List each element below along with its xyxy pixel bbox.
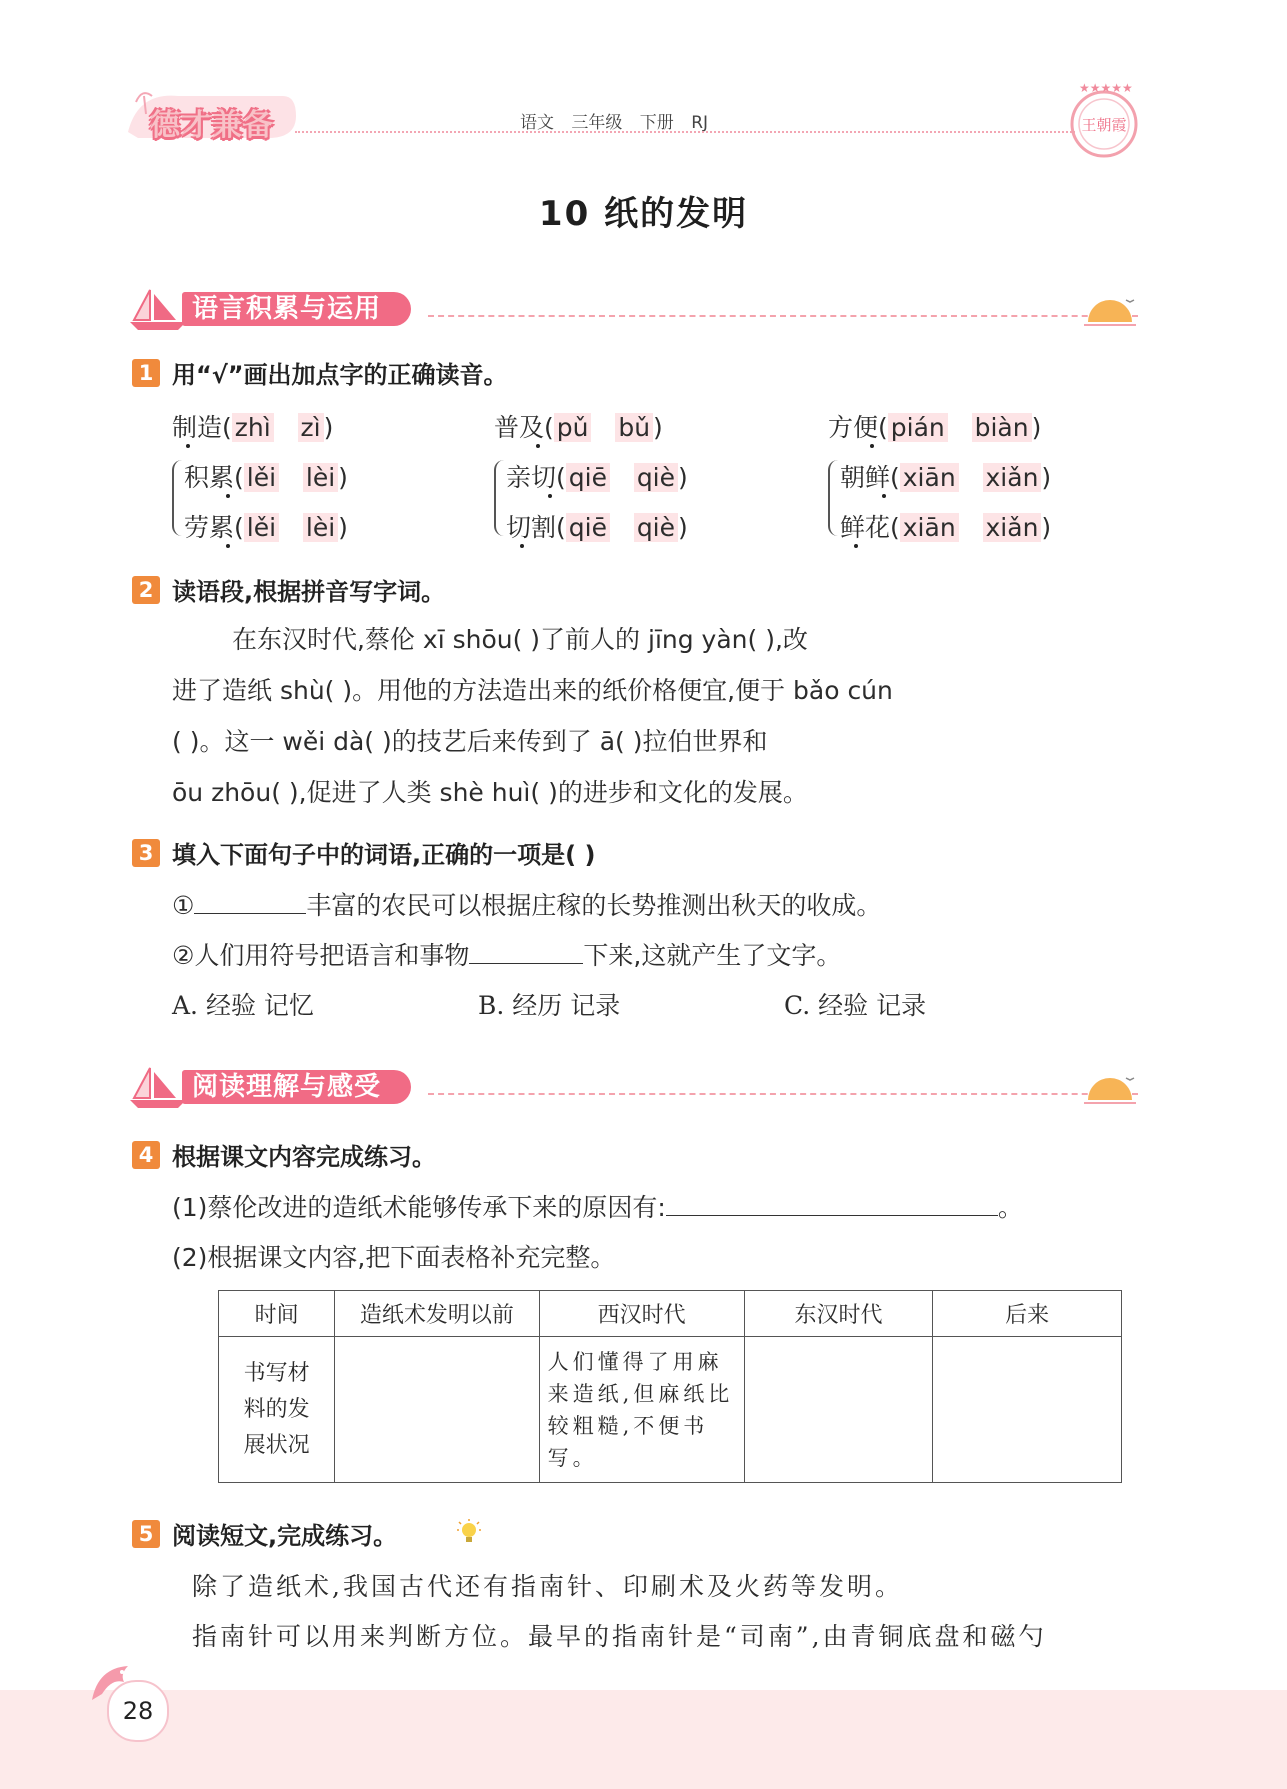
- table-header-row: [219, 1291, 1122, 1337]
- question-number: 5: [132, 1520, 160, 1548]
- table-answer-cell[interactable]: [335, 1337, 539, 1483]
- table-row: [219, 1337, 1122, 1483]
- pinyin-item: 切割( qiē qiè ): [506, 513, 688, 542]
- option-c[interactable]: C. 经验 记录: [784, 991, 927, 1020]
- question-number: 2: [132, 576, 160, 604]
- question-1-header: [132, 355, 508, 390]
- pinyin-option[interactable]: zì: [298, 413, 324, 442]
- question-number: 4: [132, 1141, 160, 1169]
- emphasis-dot: [854, 544, 858, 548]
- page-number: 28: [107, 1680, 169, 1742]
- question-2-header: [132, 572, 445, 607]
- section-title: 语言积累与运用: [182, 292, 411, 326]
- sailboat-icon: [128, 1064, 188, 1110]
- brace: [172, 460, 184, 536]
- emphasis-dot: [520, 544, 524, 548]
- emphasis-dot: [186, 444, 190, 448]
- section-banner-2: [128, 1064, 1138, 1110]
- fill-blank[interactable]: [194, 891, 306, 914]
- pinyin-item: 朝鲜( xiān xiǎn ): [840, 463, 1052, 492]
- sentence-1: ① 丰富的农民可以根据庄稼的长势推测出秋天的收成。: [172, 891, 882, 920]
- table-cell: 人们懂得了用麻来造纸,但麻纸比较粗糙,不便书写。: [539, 1337, 744, 1483]
- svg-text:★★★★★: ★★★★★: [1079, 81, 1133, 95]
- question-4-header: [132, 1137, 436, 1172]
- question-prompt: 阅读短文,完成练习。: [172, 1522, 398, 1550]
- subquestion-1: (1)蔡伦改进的造纸术能够传承下来的原因有: 。: [172, 1193, 1023, 1222]
- pinyin-option[interactable]: biàn: [972, 413, 1032, 442]
- emphasis-dot: [226, 544, 230, 548]
- pinyin-option[interactable]: xiǎn: [983, 513, 1042, 542]
- pinyin-item: 积累( lěi lèi ): [184, 463, 348, 492]
- pinyin-option[interactable]: pián: [888, 413, 948, 442]
- pinyin-item: 普及( pǔ bǔ ): [494, 413, 663, 442]
- pinyin-option[interactable]: xiān: [900, 463, 959, 492]
- emphasis-dot: [870, 444, 874, 448]
- question-prompt: 用“√”画出加点字的正确读音。: [172, 361, 508, 389]
- question-prompt: 根据课文内容完成练习。: [172, 1143, 436, 1171]
- emphasis-dot: [536, 444, 540, 448]
- pinyin-item: 亲切( qiē qiè ): [506, 463, 688, 492]
- pinyin-option[interactable]: xiān: [900, 513, 959, 542]
- pinyin-option[interactable]: xiǎn: [983, 463, 1042, 492]
- footer-band: [0, 1690, 1287, 1789]
- question-5-header: [132, 1516, 397, 1551]
- question-prompt: 读语段,根据拼音写字词。: [172, 578, 446, 606]
- emphasis-dot: [548, 494, 552, 498]
- option-b[interactable]: B. 经历 记录: [478, 991, 621, 1020]
- brand-title: 德才兼备: [150, 108, 274, 143]
- sailboat-icon: [128, 286, 188, 332]
- seal-stamp: [1065, 78, 1143, 164]
- pinyin-option[interactable]: qiē: [566, 513, 610, 542]
- pinyin-option[interactable]: qiè: [634, 463, 678, 492]
- pinyin-option[interactable]: lèi: [303, 463, 338, 492]
- emphasis-dot: [226, 494, 230, 498]
- header-meta: 语文 三年级 下册 RJ: [520, 113, 709, 133]
- lightbulb-icon: [456, 1518, 482, 1546]
- brace: [494, 460, 506, 536]
- header-divider: [295, 131, 1075, 133]
- pinyin-option[interactable]: lěi: [244, 513, 279, 542]
- sunset-icon: [1082, 1074, 1138, 1108]
- pinyin-option[interactable]: lěi: [244, 463, 279, 492]
- pinyin-item: 鲜花( xiān xiǎn ): [840, 513, 1052, 542]
- table-row-label: 书写材料的发展状况: [219, 1337, 335, 1483]
- table-header-cell: 造纸术发明以前: [335, 1291, 539, 1337]
- passage-paragraph: 指南针可以用来判断方位。最早的指南针是“司南”,由青铜底盘和磁勺: [192, 1622, 1047, 1651]
- lesson-title: 10 纸的发明: [538, 194, 749, 234]
- section-divider: [428, 1093, 1138, 1095]
- table-answer-cell[interactable]: [744, 1337, 933, 1483]
- table-header-cell: 西汉时代: [539, 1291, 744, 1337]
- pinyin-option[interactable]: zhì: [232, 413, 274, 442]
- subquestion-2: (2)根据课文内容,把下面表格补充完整。: [172, 1243, 616, 1272]
- pinyin-option[interactable]: qiè: [634, 513, 678, 542]
- pinyin-option[interactable]: bǔ: [615, 413, 653, 442]
- passage-paragraph: 除了造纸术,我国古代还有指南针、印刷术及火药等发明。: [192, 1572, 903, 1601]
- option-a[interactable]: A. 经验 记忆: [172, 991, 314, 1020]
- pinyin-option[interactable]: lèi: [303, 513, 338, 542]
- passage-line: ( )。这一 wěi dà( )的技艺后来传到了 ā( )拉伯世界和: [172, 727, 768, 756]
- pinyin-option[interactable]: pǔ: [554, 413, 592, 442]
- answer-line[interactable]: [666, 1193, 998, 1216]
- table-header-cell: 后来: [933, 1291, 1122, 1337]
- question-prompt: 填入下面句子中的词语,正确的一项是( ): [172, 841, 596, 869]
- passage-line: 进了造纸 shù( )。用他的方法造出来的纸价格便宜,便于 bǎo cún: [172, 676, 893, 705]
- paper-history-table: [218, 1290, 1122, 1483]
- fill-blank[interactable]: [469, 941, 583, 964]
- passage-line: ōu zhōu( ),促进了人类 shè huì( )的进步和文化的发展。: [172, 778, 808, 807]
- sunset-icon: [1082, 296, 1138, 330]
- question-number: 1: [132, 359, 160, 387]
- pinyin-item: 方便( pián biàn ): [828, 413, 1042, 442]
- passage-line: 在东汉时代,蔡伦 xī shōu( )了前人的 jīng yàn( ),改: [232, 625, 808, 654]
- section-divider: [428, 315, 1138, 317]
- table-header-cell: 时间: [219, 1291, 335, 1337]
- table-answer-cell[interactable]: [933, 1337, 1122, 1483]
- table-header-cell: 东汉时代: [744, 1291, 933, 1337]
- question-3-header: [132, 835, 595, 870]
- sentence-2: ②人们用符号把语言和事物 下来,这就产生了文字。: [172, 941, 842, 970]
- pinyin-option[interactable]: qiē: [566, 463, 610, 492]
- question-number: 3: [132, 839, 160, 867]
- section-title: 阅读理解与感受: [182, 1070, 411, 1104]
- pinyin-item: 制造( zhì zì ): [172, 413, 334, 442]
- brace: [828, 460, 840, 536]
- pinyin-item: 劳累( lěi lèi ): [184, 513, 348, 542]
- svg-text:王朝霞: 王朝霞: [1081, 116, 1127, 134]
- section-banner-1: [128, 286, 1138, 332]
- emphasis-dot: [882, 494, 886, 498]
